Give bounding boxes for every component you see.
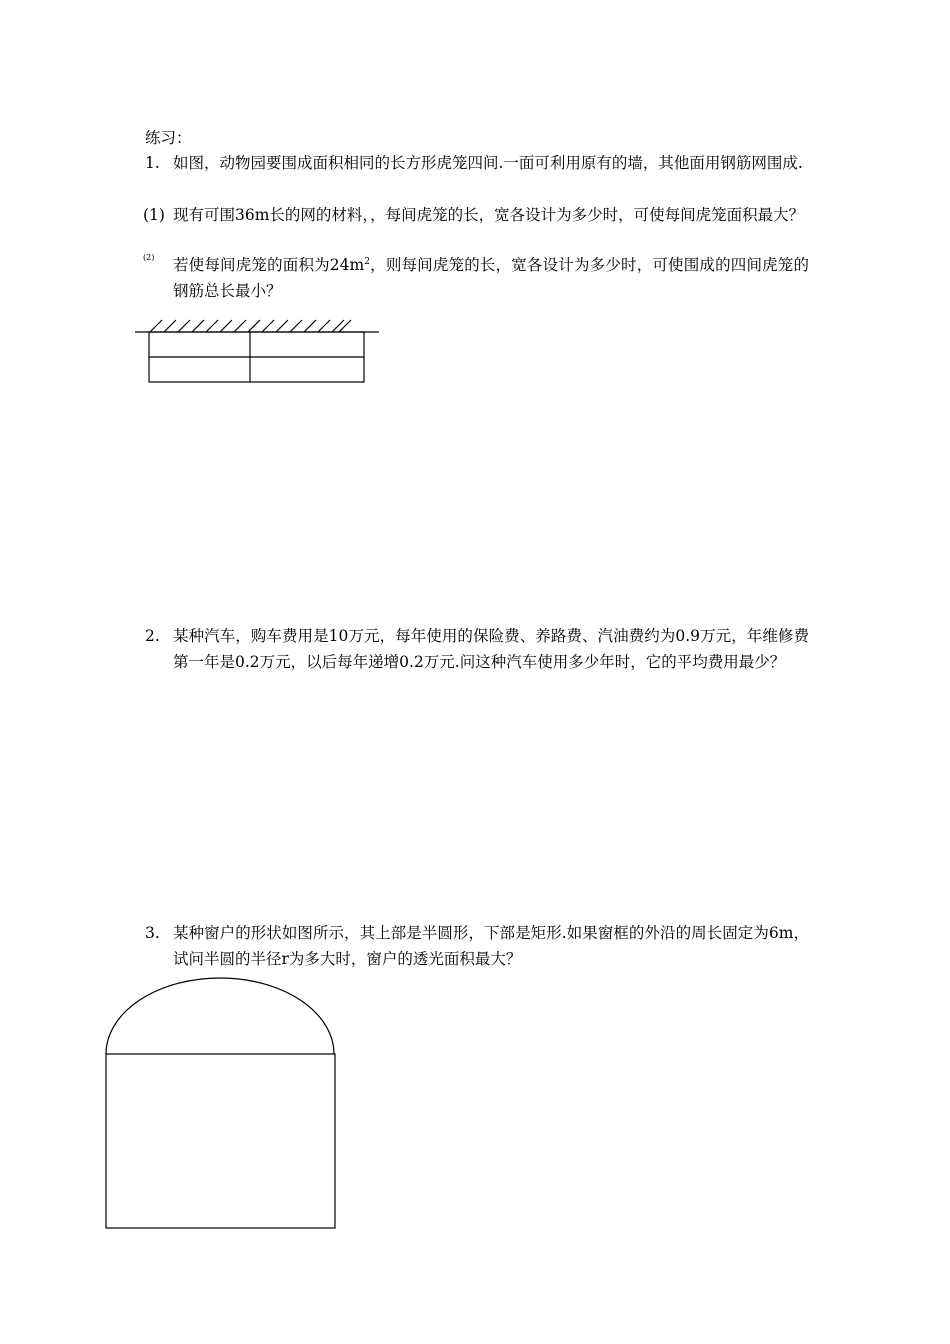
problem-2-number: 2. xyxy=(145,627,160,645)
wall-hatching xyxy=(150,320,351,332)
problem-3-text: 某种窗户的形状如图所示，其上部是半圆形，下部是矩形.如果窗框的外沿的周长固定为6m，试问半圆的半径r为多大时，窗户的透光面积最大？ xyxy=(173,924,809,968)
problem-3-number: 3. xyxy=(145,924,160,942)
problem-2-text: 某种汽车，购车费用是10万元，每年使用的保险费、养路费、汽油费约为0.9万元，年维修费第一年是0.2万元，以后每年递增0.2万元.问这种汽车使用多少年时，它的平均费用最少？ xyxy=(173,627,809,671)
window-semicircle xyxy=(106,978,334,1054)
tiger-cage-diagram xyxy=(135,320,379,382)
superscript-2: 2 xyxy=(364,257,370,267)
problem-1-sub-2-text-after: ，则每间虎笼的长，宽各设计为多少时，可使围成的四间虎笼的钢筋总长最小？ xyxy=(173,256,809,301)
problem-1-sub-1-number: (1) xyxy=(143,206,165,224)
problem-1-sub-2-text-before: 若使每间虎笼的面积为24m xyxy=(173,256,365,275)
problem-1-text: 如图，动物园要围成面积相同的长方形虎笼四间.一面可利用原有的墙，其他面用钢筋网围成. xyxy=(173,154,803,172)
exercise-heading: 练习： xyxy=(145,129,192,147)
problem-1-sub-2-number: (2) xyxy=(143,253,155,262)
problem-1-sub-1-text: 现有可围36m长的网的材料，，每间虎笼的长，宽各设计为多少时，可使每间虎笼面积最大？ xyxy=(173,206,805,224)
problem-1-number: 1. xyxy=(145,154,160,172)
window-rectangle xyxy=(106,1054,335,1228)
window-diagram xyxy=(106,978,335,1228)
